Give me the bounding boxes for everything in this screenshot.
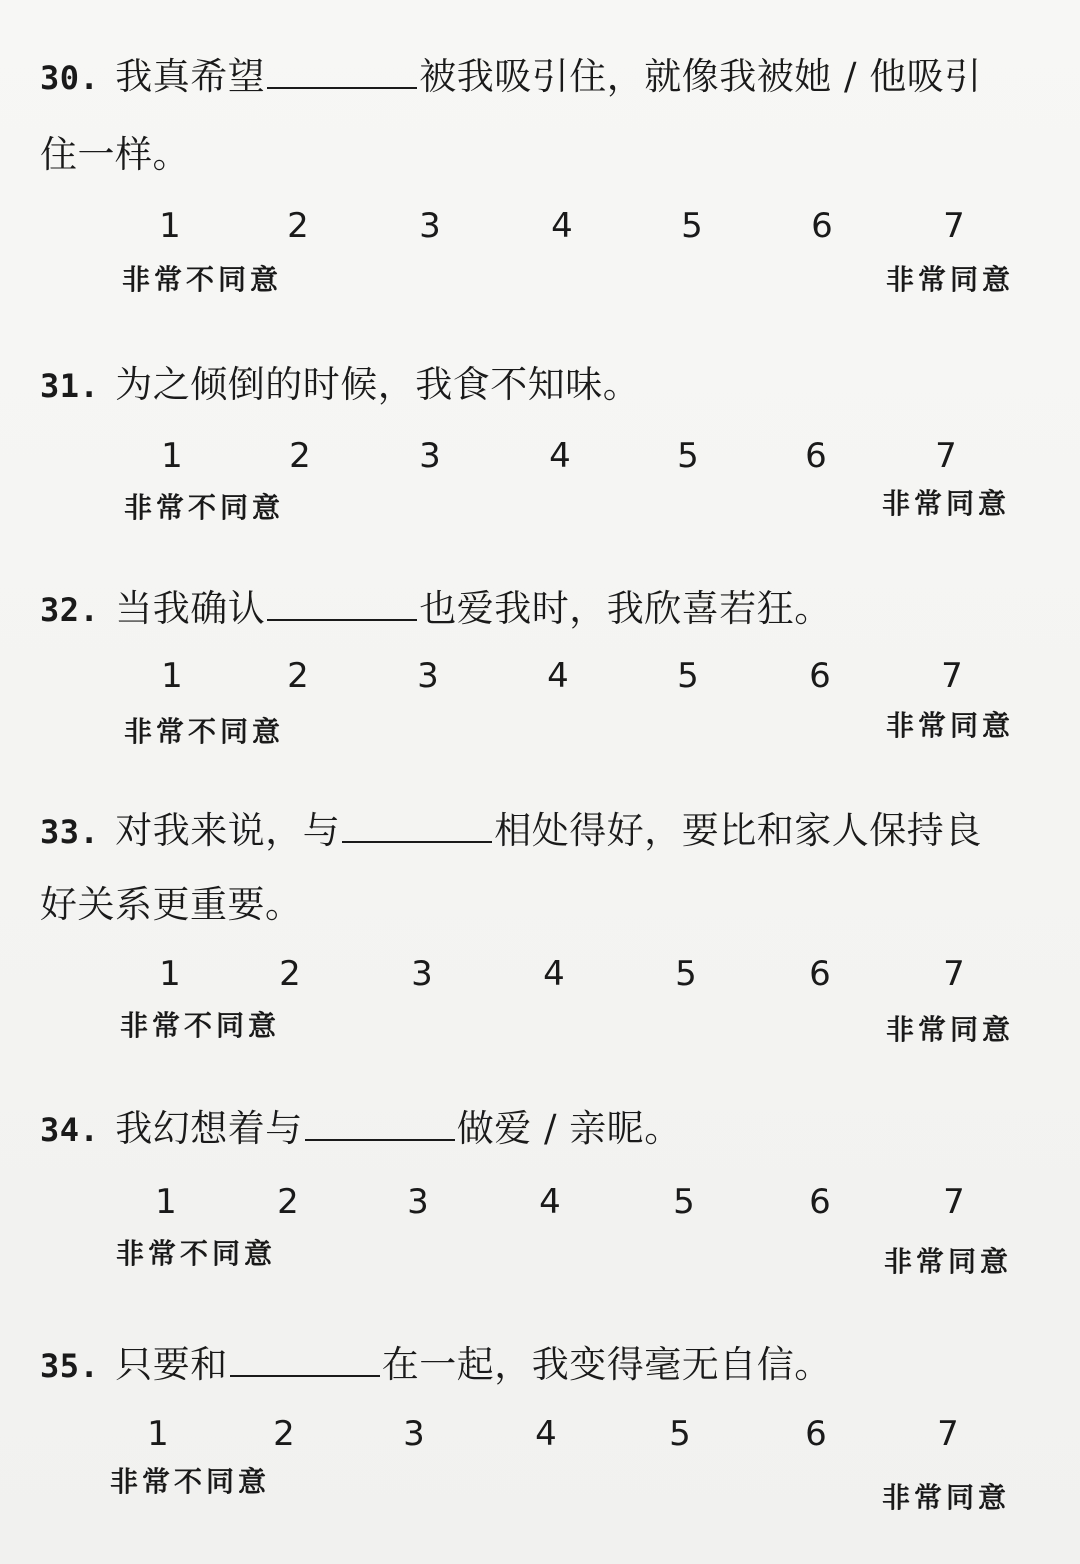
stem-text: 为之倾倒的时候，我食不知味。 [115, 363, 641, 406]
item-stem [40, 570, 1040, 649]
scale-point-4[interactable]: 4 [549, 436, 571, 476]
scale-point-6[interactable]: 6 [811, 206, 833, 246]
scale-point-1[interactable]: 1 [147, 1414, 169, 1454]
scale-point-1[interactable]: 1 [161, 656, 183, 696]
scale-point-4[interactable]: 4 [543, 954, 565, 994]
item-number: 31. [40, 367, 100, 405]
scale-point-5[interactable]: 5 [681, 206, 703, 246]
answer-blank [230, 1345, 380, 1377]
item-number: 33. [40, 813, 100, 851]
item-number: 30. [40, 59, 100, 97]
scale-point-1[interactable]: 1 [159, 954, 181, 994]
scale-point-1[interactable]: 1 [159, 206, 181, 246]
scale-point-3[interactable]: 3 [411, 954, 433, 994]
answer-blank [267, 57, 417, 89]
item-stem-line2 [40, 116, 1040, 194]
scale-point-7[interactable]: 7 [937, 1414, 959, 1454]
scale-point-4[interactable]: 4 [547, 656, 569, 696]
scale-point-5[interactable]: 5 [677, 436, 699, 476]
item-stem-line2 [40, 866, 1040, 944]
scale-point-7[interactable]: 7 [943, 1182, 965, 1222]
stem-text-after: 做爱 / 亲昵。 [456, 1107, 682, 1150]
stem-text-after: 在一起，我变得毫无自信。 [381, 1343, 832, 1386]
scale-point-6[interactable]: 6 [809, 954, 831, 994]
scale-point-3[interactable]: 3 [419, 436, 441, 476]
scale-point-3[interactable]: 3 [403, 1414, 425, 1454]
likert-scale [0, 656, 1080, 696]
stem-text-before: 我幻想着与 [115, 1107, 303, 1150]
stem-text-before: 当我确认 [115, 587, 266, 630]
scale-point-5[interactable]: 5 [675, 954, 697, 994]
left-anchor-label: 非常不同意 [116, 1237, 277, 1270]
stem-text-after: 被我吸引住，就像我被她 / 他吸引 [419, 55, 982, 98]
scale-point-2[interactable]: 2 [289, 436, 311, 476]
scale-point-6[interactable]: 6 [805, 436, 827, 476]
answer-blank [342, 811, 492, 843]
right-anchor-label: 非常同意 [886, 1013, 1015, 1046]
scale-point-6[interactable]: 6 [809, 656, 831, 696]
right-anchor-label: 非常同意 [886, 263, 1015, 296]
scale-point-3[interactable]: 3 [417, 656, 439, 696]
stem-text-before: 我真希望 [115, 55, 266, 98]
item-number: 35. [40, 1347, 100, 1385]
item-number: 32. [40, 591, 100, 629]
likert-scale [0, 954, 1080, 994]
stem-text-after: 也爱我时，我欣喜若狂。 [419, 587, 832, 630]
scale-point-6[interactable]: 6 [809, 1182, 831, 1222]
likert-scale [0, 1182, 1080, 1222]
scale-point-1[interactable]: 1 [155, 1182, 177, 1222]
likert-scale [0, 206, 1080, 246]
right-anchor-label: 非常同意 [884, 1245, 1013, 1278]
scale-point-4[interactable]: 4 [551, 206, 573, 246]
scale-point-7[interactable]: 7 [941, 656, 963, 696]
left-anchor-label: 非常不同意 [124, 715, 285, 748]
scale-point-4[interactable]: 4 [535, 1414, 557, 1454]
scale-point-7[interactable]: 7 [935, 436, 957, 476]
right-anchor-label: 非常同意 [882, 487, 1011, 520]
scale-point-2[interactable]: 2 [287, 206, 309, 246]
scale-point-1[interactable]: 1 [161, 436, 183, 476]
likert-scale [0, 1414, 1080, 1454]
stem-text-line2: 住一样。 [40, 133, 190, 176]
scale-point-6[interactable]: 6 [805, 1414, 827, 1454]
scale-point-2[interactable]: 2 [277, 1182, 299, 1222]
item-stem [40, 346, 1040, 425]
scale-point-3[interactable]: 3 [419, 206, 441, 246]
left-anchor-label: 非常不同意 [120, 1009, 281, 1042]
stem-text-after: 相处得好，要比和家人保持良 [494, 809, 982, 852]
answer-blank [305, 1109, 455, 1141]
right-anchor-label: 非常同意 [882, 1481, 1011, 1514]
stem-text-before: 对我来说，与 [115, 809, 341, 852]
scale-point-5[interactable]: 5 [669, 1414, 691, 1454]
left-anchor-label: 非常不同意 [124, 491, 285, 524]
scale-point-2[interactable]: 2 [287, 656, 309, 696]
stem-text-line2: 好关系更重要。 [40, 883, 303, 926]
scale-point-3[interactable]: 3 [407, 1182, 429, 1222]
stem-text-before: 只要和 [115, 1343, 228, 1386]
scale-point-5[interactable]: 5 [673, 1182, 695, 1222]
item-stem [40, 1090, 1040, 1169]
scale-point-2[interactable]: 2 [273, 1414, 295, 1454]
scale-point-7[interactable]: 7 [943, 206, 965, 246]
left-anchor-label: 非常不同意 [122, 263, 283, 296]
right-anchor-label: 非常同意 [886, 709, 1015, 742]
item-stem [40, 38, 1040, 117]
scale-point-2[interactable]: 2 [279, 954, 301, 994]
likert-scale [0, 436, 1080, 476]
item-stem [40, 1326, 1040, 1405]
item-stem [40, 792, 1040, 871]
left-anchor-label: 非常不同意 [110, 1465, 271, 1498]
answer-blank [267, 589, 417, 621]
scale-point-7[interactable]: 7 [943, 954, 965, 994]
scale-point-4[interactable]: 4 [539, 1182, 561, 1222]
scale-point-5[interactable]: 5 [677, 656, 699, 696]
item-number: 34. [40, 1111, 100, 1149]
